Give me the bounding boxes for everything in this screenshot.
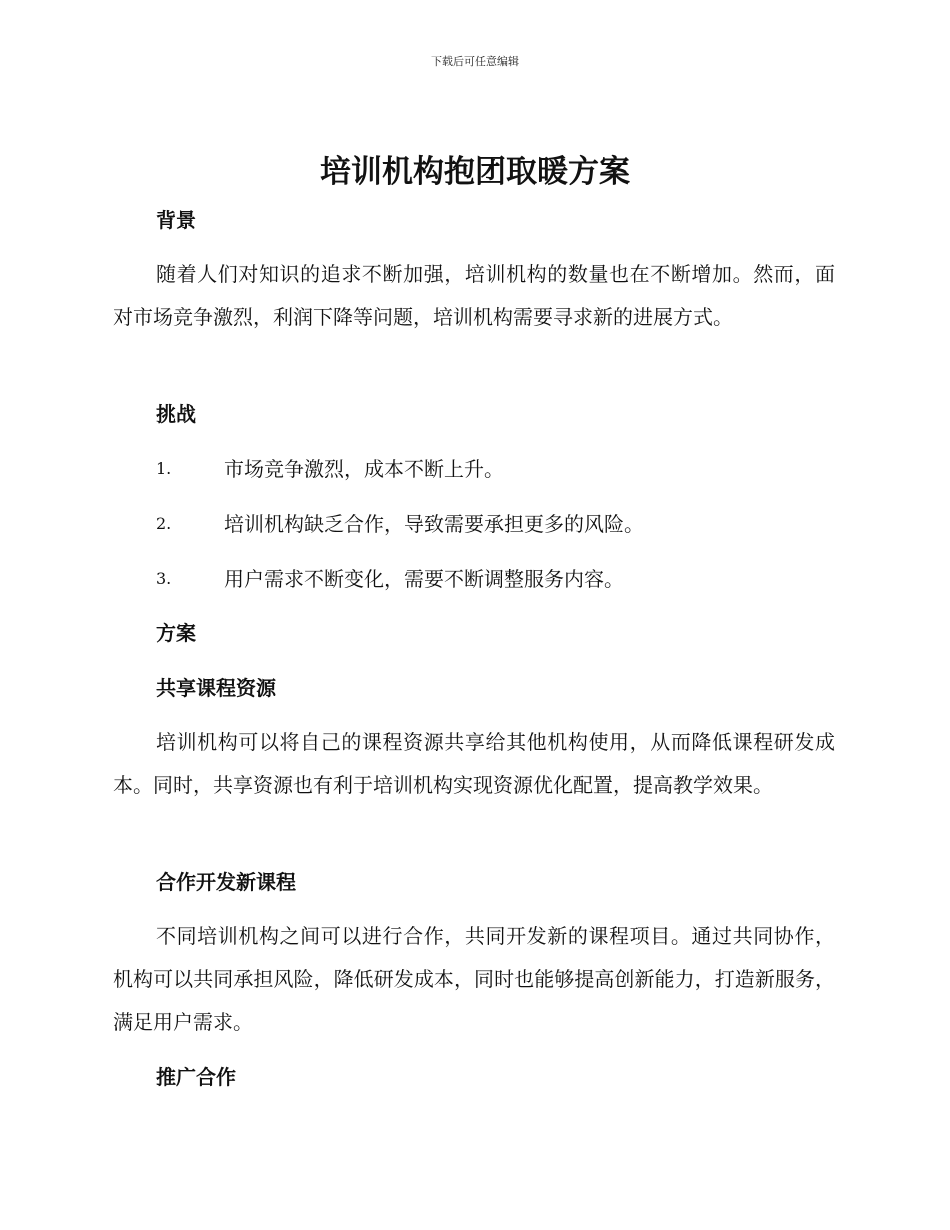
- list-item-number: 3.: [156, 569, 172, 588]
- heading-challenges: 挑战: [156, 402, 196, 426]
- heading-promotion: 推广合作: [156, 1065, 236, 1089]
- heading-share-resources: 共享课程资源: [156, 676, 276, 700]
- list-item-number: 1.: [156, 459, 172, 478]
- list-item-text: 培训机构缺乏合作，导致需要承担更多的风险。: [224, 512, 644, 536]
- heading-cooperate-courses: 合作开发新课程: [156, 870, 296, 894]
- heading-background: 背景: [156, 208, 196, 232]
- paragraph-share-resources: 培训机构可以将自己的课程资源共享给其他机构使用，从而降低课程研发成本。同时，共享资源也有利于培训机构实现资源优化配置，提高教学效果。: [113, 730, 835, 797]
- header-note: 下载后可任意编辑: [431, 55, 519, 68]
- document-title: 培训机构抱团取暖方案: [320, 154, 630, 190]
- list-item-text: 用户需求不断变化，需要不断调整服务内容。: [224, 567, 624, 591]
- heading-plan: 方案: [156, 621, 196, 645]
- paragraph-cooperate-courses: 不同培训机构之间可以进行合作，共同开发新的课程项目。通过共同协作，机构可以共同承担风险，降低研发成本，同时也能够提高创新能力，打造新服务，满足用户需求。: [113, 924, 835, 1034]
- list-item: [156, 454, 836, 484]
- list-item: [156, 564, 836, 594]
- list-item-text: 市场竞争激烈，成本不断上升。: [224, 457, 504, 481]
- list-item: [156, 509, 836, 539]
- list-item-number: 2.: [156, 514, 172, 533]
- paragraph-background: 随着人们对知识的追求不断加强，培训机构的数量也在不断增加。然而，面对市场竞争激烈，利润下降等问题，培训机构需要寻求新的进展方式。: [113, 262, 835, 329]
